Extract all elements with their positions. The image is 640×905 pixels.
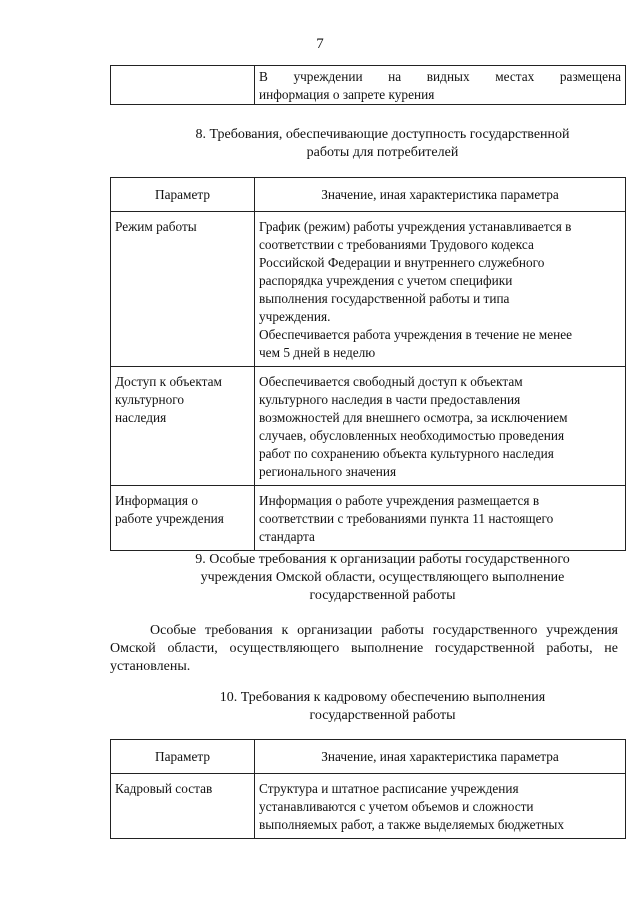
value-line: Структура и штатное расписание учреждения <box>259 781 519 796</box>
top-table-value-cell <box>255 66 626 105</box>
value-line: устанавливаются с учетом объемов и сложности <box>259 799 534 814</box>
param-line: наследия <box>115 410 167 425</box>
value-line: соответствии с требованиями Трудового кодекса <box>259 237 534 252</box>
word: видных <box>426 69 470 84</box>
word: учреждении <box>293 69 363 84</box>
param-line: Кадровый состав <box>115 781 213 796</box>
row-param-cell <box>111 774 255 839</box>
value-line: возможностей для внешнего осмотра, за исключением <box>259 410 568 425</box>
section8-title-line1: 8. Требования, обеспечивающие доступность государственной <box>195 127 570 142</box>
section9-title-line: учреждения Омской области, осуществляющего выполнение <box>200 570 565 585</box>
row-param-cell <box>111 486 255 551</box>
value-line: распорядка учреждения с учетом специфики <box>259 273 513 288</box>
word: на <box>388 69 402 84</box>
row-value-cell <box>255 486 626 551</box>
section10-title-line2: государственной работы <box>309 708 456 723</box>
table-row <box>111 66 626 105</box>
value-line: чем 5 дней в неделю <box>259 345 376 360</box>
param-line: работе учреждения <box>115 511 224 526</box>
value-line: Информация о работе учреждения размещается в <box>259 493 540 508</box>
section8-title-line2: работы для потребителей <box>306 145 459 160</box>
column-header-value: Значение, иная характеристика параметра <box>255 178 626 212</box>
section8-table <box>110 177 626 551</box>
param-line: Режим работы <box>115 219 197 234</box>
top-table-line1 <box>259 68 621 86</box>
word: местах <box>495 69 535 84</box>
value-line: стандарта <box>259 529 315 544</box>
section9-title-line: государственной работы <box>309 588 456 603</box>
table-row <box>111 774 626 839</box>
param-line: культурного <box>115 392 184 407</box>
word: размещена <box>559 69 621 84</box>
column-header-value: Значение, иная характеристика параметра <box>255 740 626 774</box>
row-value-cell <box>255 367 626 486</box>
value-line: регионального значения <box>259 464 397 479</box>
table-row <box>111 367 626 486</box>
table-row <box>111 212 626 367</box>
param-line: Информация о <box>115 493 198 508</box>
column-header-param: Параметр <box>111 740 255 774</box>
value-line: работ по сохранению объекта культурного наследия <box>259 446 554 461</box>
top-table-line2: информация о запрете курения <box>259 87 435 102</box>
page-number: 7 <box>316 36 324 52</box>
row-value-cell <box>255 212 626 367</box>
section10-table <box>110 739 626 839</box>
param-line: Доступ к объектам <box>115 374 222 389</box>
value-line: Обеспечивается работа учреждения в течение не менее <box>259 327 573 342</box>
section10-title <box>110 689 640 725</box>
row-param-cell <box>111 212 255 367</box>
value-line: выполнения государственной работы и типа <box>259 291 510 306</box>
value-line: Российской Федерации и внутреннего служебного <box>259 255 545 270</box>
value-line: культурного наследия в части предоставления <box>259 392 521 407</box>
value-line: выполняемых работ, а также выделяемых бюджетных <box>259 817 565 832</box>
column-header-param: Параметр <box>111 178 255 212</box>
section9-title <box>110 551 640 605</box>
table-row <box>111 486 626 551</box>
row-param-cell <box>111 367 255 486</box>
value-line: Обеспечивается свободный доступ к объектам <box>259 374 523 389</box>
row-value-cell <box>255 774 626 839</box>
word: В <box>259 69 268 84</box>
section9-paragraph: Особые требования к организации работы государственного учреждения Омской области, осуществляющего выполнение государственной работы, не установлены. <box>110 623 618 674</box>
section10-title-line1: 10. Требования к кадровому обеспечению выполнения <box>219 690 546 705</box>
table-header-row <box>111 740 626 774</box>
value-line: учреждения. <box>259 309 331 324</box>
value-line: График (режим) работы учреждения устанавливается в <box>259 219 572 234</box>
section8-title <box>110 126 640 162</box>
value-line: соответствии с требованиями пункта 11 настоящего <box>259 511 554 526</box>
top-table-param-cell <box>111 66 255 105</box>
value-line: случаев, обусловленных необходимостью проведения <box>259 428 565 443</box>
table-header-row <box>111 178 626 212</box>
section9-title-line: 9. Особые требования к организации работы государственного <box>195 552 570 567</box>
top-table <box>110 65 626 105</box>
